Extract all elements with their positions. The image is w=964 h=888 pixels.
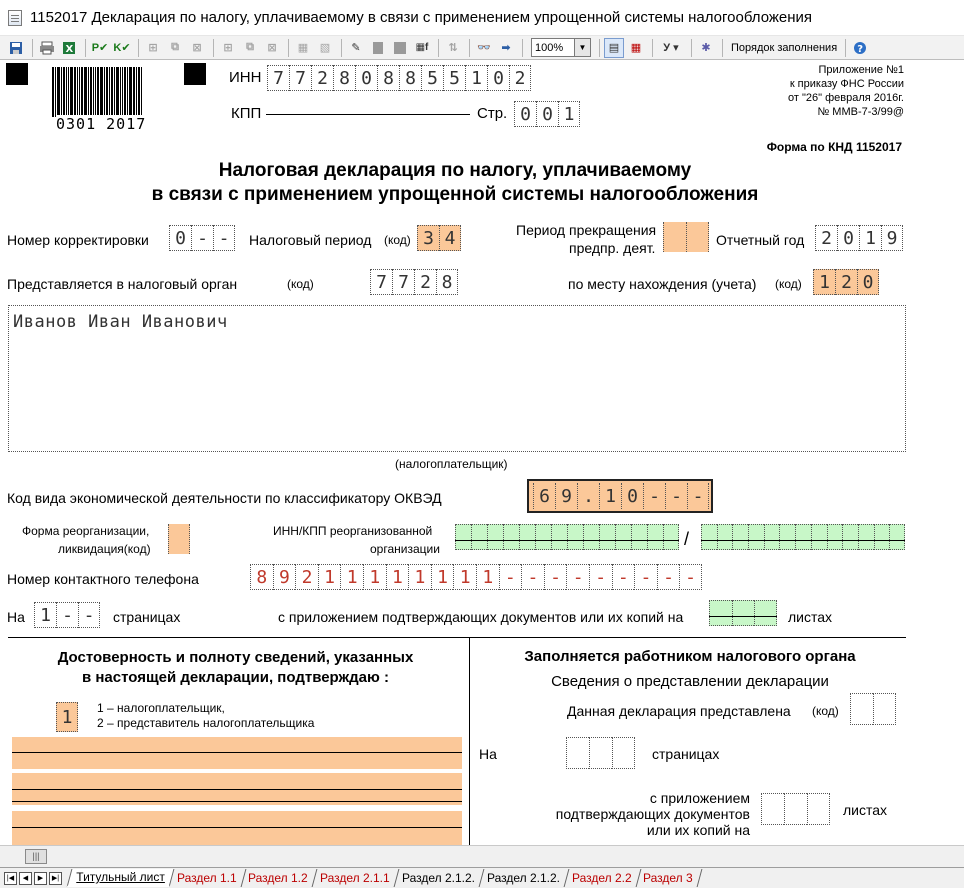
report-year-cells[interactable]	[815, 225, 903, 251]
chevron-down-icon[interactable]: ▼	[574, 39, 590, 56]
help-icon[interactable]	[850, 38, 870, 58]
sheet-tab-label: Раздел 1.2	[248, 871, 308, 885]
arrow-right-icon[interactable]: ➡	[501, 42, 511, 54]
digit-cell[interactable]: 1	[318, 564, 341, 590]
digit-cell[interactable]: -	[612, 564, 635, 590]
digit-cell[interactable]: 0	[514, 101, 536, 127]
digit-cell[interactable]: 2	[295, 564, 318, 590]
barcode	[52, 67, 143, 117]
empty-cell[interactable]	[754, 600, 777, 626]
tax-authority-label: Представляется в налоговый орган	[7, 276, 238, 292]
digit-cell[interactable]: 2	[509, 65, 531, 91]
window-title: 1152017 Декларация по налогу, уплачиваемому в связи с применением упрощенной системы налогообложения	[30, 9, 813, 26]
sheet-tab-label: Раздел 3	[643, 871, 694, 885]
add-sheet-icon[interactable]: ▦	[297, 42, 309, 54]
sheet-tab-label: Раздел 2.2	[571, 871, 632, 885]
sort-icon[interactable]: ⇅	[448, 42, 458, 54]
tax-period-cells[interactable]	[417, 225, 461, 251]
page-label: Стр.	[477, 105, 508, 122]
digit-cell[interactable]: 7	[370, 269, 392, 295]
termination-label-2: предпр. деят.	[569, 240, 656, 256]
excel-icon[interactable]	[59, 38, 79, 58]
empty-cell[interactable]	[701, 524, 717, 550]
submission-subheading: Сведения о представлении декларации	[551, 673, 829, 690]
gray-box2-icon[interactable]	[390, 38, 410, 58]
digit-cell[interactable]: 1	[465, 65, 487, 91]
phone-cells[interactable]	[250, 564, 702, 590]
signer-type-digit[interactable]: 1	[56, 702, 78, 732]
phone-label: Номер контактного телефона	[7, 571, 199, 587]
svg-text:?: ?	[857, 43, 864, 55]
sheet-tab[interactable]	[393, 869, 484, 887]
submitted-label: Данная декларация представлена	[567, 703, 791, 719]
sheet-tab[interactable]	[312, 869, 400, 887]
taxpayer-name: Иванов Иван Иванович	[13, 312, 228, 332]
digit-cell[interactable]: 1	[859, 225, 881, 251]
kpp-label: КПП	[231, 105, 262, 122]
reorg-label-2: ликвидация(код)	[58, 542, 151, 556]
corner-marker	[184, 63, 206, 85]
format-icon[interactable]: ▦f	[415, 42, 429, 53]
window-title-bar	[0, 0, 964, 36]
digit-cell[interactable]: 7	[289, 65, 311, 91]
digit-cell[interactable]: 5	[443, 65, 465, 91]
sheet-tab[interactable]	[563, 869, 641, 887]
okved-label: Код вида экономической деятельности по классификатору ОКВЭД	[7, 490, 442, 506]
signer-name-field-3[interactable]	[12, 811, 462, 845]
remove-sheet-icon[interactable]: ▧	[319, 42, 331, 54]
digit-cell[interactable]: 1	[386, 564, 409, 590]
kpp-field[interactable]	[266, 114, 470, 115]
sheets-label: листах	[788, 609, 833, 625]
correction-label: Номер корректировки	[7, 232, 149, 248]
empty-cell[interactable]	[874, 524, 890, 550]
digit-cell[interactable]: 1	[476, 564, 499, 590]
sheet-tab-label: Раздел 2.1.1	[320, 871, 390, 885]
empty-cell[interactable]	[589, 737, 612, 769]
digit-cell[interactable]: 1	[453, 564, 476, 590]
termination-label: Период прекращения	[516, 222, 657, 238]
reorg-inn-label-2: организации	[370, 542, 440, 556]
digit-cell[interactable]: 0	[837, 225, 859, 251]
tax-period-code-label: (код)	[384, 233, 411, 247]
digit-cell[interactable]: 2	[414, 269, 436, 295]
digit-cell[interactable]: 7	[267, 65, 289, 91]
sheet-tab[interactable]	[168, 869, 246, 887]
digit-cell[interactable]: 0	[621, 483, 643, 509]
sheet-tab[interactable]	[635, 869, 702, 887]
tax-officer-heading: Заполняется работником налогового органа	[524, 648, 856, 665]
empty-cell[interactable]	[566, 737, 589, 769]
toolbar	[0, 36, 964, 60]
reorg-inn-cells[interactable]	[455, 524, 679, 550]
correction-cells[interactable]	[169, 225, 235, 251]
page-title: Налоговая декларация по налогу, уплачиваемому в связи с применением упрощенной системы налогообложения	[151, 160, 759, 205]
page-icon[interactable]: ▤	[604, 38, 624, 58]
digit-cell[interactable]: 1	[363, 564, 386, 590]
empty-cell[interactable]	[873, 693, 896, 725]
u-dropdown[interactable]: У ▾	[663, 41, 679, 54]
empty-cell[interactable]	[487, 524, 503, 550]
digit-cell[interactable]: 8	[377, 65, 399, 91]
signer-type-cells[interactable]	[56, 702, 78, 732]
empty-cell[interactable]	[663, 524, 679, 550]
digit-cell[interactable]: 1	[408, 564, 431, 590]
gray-box-icon[interactable]	[368, 38, 388, 58]
sheet-tab-label: Титульный лист	[76, 870, 165, 884]
save-icon[interactable]	[6, 38, 26, 58]
empty-cell[interactable]	[811, 524, 827, 550]
empty-cell[interactable]	[612, 737, 635, 769]
digit-cell[interactable]: 8	[333, 65, 355, 91]
zoom-select[interactable]	[531, 38, 591, 57]
taxpayer-name-field[interactable]	[8, 305, 906, 452]
delete-row-icon[interactable]: ⊠	[192, 42, 202, 54]
submitted-code-label: (код)	[812, 704, 839, 718]
digit-cell[interactable]: 2	[815, 225, 837, 251]
empty-cell[interactable]	[567, 524, 583, 550]
signer-options: 1 – налогоплательщик, 2 – представитель налогоплательщика	[97, 701, 315, 730]
digit-cell[interactable]: 2	[311, 65, 333, 91]
empty-cell[interactable]	[858, 524, 874, 550]
submission-code-cells	[850, 693, 896, 725]
empty-cell[interactable]	[551, 524, 567, 550]
inn-cells[interactable]	[267, 65, 531, 91]
sheet-tab[interactable]	[240, 869, 318, 887]
inn-label: ИНН	[229, 69, 262, 86]
form-code: Форма по КНД 1152017	[766, 140, 902, 154]
attachments-label: с приложением подтверждающих документов или их копий на	[278, 609, 684, 625]
tax-authority-code-label: (код)	[287, 277, 314, 291]
scrollbar-thumb[interactable]: |||	[25, 849, 47, 864]
empty-cell[interactable]	[686, 222, 709, 252]
empty-cell[interactable]	[764, 524, 780, 550]
empty-cell[interactable]	[615, 524, 631, 550]
next-sheet-icon[interactable]: ▶	[34, 872, 47, 885]
ro-sheets-label: листах	[843, 802, 888, 818]
digit-cell[interactable]: 8	[250, 564, 273, 590]
okved-field[interactable]	[527, 479, 713, 513]
empty-cell[interactable]	[535, 524, 551, 550]
delete-col-icon[interactable]: ⊠	[267, 42, 277, 54]
digit-cell[interactable]: 0	[487, 65, 509, 91]
ro-attach-label: с приложением подтверждающих документов или их копий на	[555, 790, 750, 838]
empty-cell[interactable]	[732, 600, 755, 626]
digit-cell[interactable]: -	[544, 564, 567, 590]
taxpayer-caption: (налогоплательщик)	[395, 457, 508, 471]
copy-row-icon[interactable]: ⧉	[171, 41, 179, 53]
reorg-inn-label: ИНН/КПП реорганизованной	[273, 524, 433, 538]
empty-cell[interactable]	[455, 524, 471, 550]
reorg-form-cells[interactable]	[168, 524, 190, 554]
empty-cell[interactable]	[795, 524, 811, 550]
document-icon	[8, 10, 22, 26]
empty-cell[interactable]	[717, 524, 733, 550]
empty-cell[interactable]	[503, 524, 519, 550]
svg-text:X: X	[65, 43, 74, 55]
empty-cell[interactable]	[842, 524, 858, 550]
digit-cell[interactable]: 1	[431, 564, 454, 590]
prev-sheet-icon[interactable]: ◀	[19, 872, 32, 885]
empty-cell[interactable]	[784, 793, 807, 825]
digit-cell[interactable]: 1	[558, 101, 580, 127]
digit-cell[interactable]: -	[56, 602, 78, 628]
location-label: по месту нахождения (учета)	[568, 276, 757, 292]
ro-pages-prefix: На	[479, 746, 497, 762]
horizontal-scrollbar[interactable]	[0, 845, 964, 867]
digit-cell[interactable]: 0	[169, 225, 191, 251]
edit-icon[interactable]: ✎	[351, 42, 361, 54]
declaration-form	[0, 61, 964, 845]
empty-cell[interactable]	[168, 524, 190, 554]
digit-cell[interactable]: 1	[599, 483, 621, 509]
digit-cell[interactable]: 9	[273, 564, 296, 590]
empty-cell[interactable]	[663, 222, 686, 252]
last-sheet-icon[interactable]: ▶|	[49, 872, 62, 885]
check-icon[interactable]: P✔	[91, 42, 109, 54]
page-number-cells[interactable]	[514, 101, 580, 127]
check-all-icon[interactable]: K✔	[113, 42, 131, 54]
sheet-tab-label: Раздел 2.1.2.	[401, 871, 475, 885]
digit-cell[interactable]: 1	[34, 602, 56, 628]
digit-cell[interactable]: -	[191, 225, 213, 251]
digit-cell[interactable]: 1	[340, 564, 363, 590]
report-year-label: Отчетный год	[716, 232, 805, 248]
empty-cell[interactable]	[631, 524, 647, 550]
empty-cell[interactable]	[889, 524, 905, 550]
pages-suffix: страницах	[113, 609, 181, 625]
digit-cell[interactable]: -	[679, 564, 702, 590]
first-sheet-icon[interactable]: |◀	[4, 872, 17, 885]
pages-cells[interactable]	[34, 602, 100, 628]
find-icon[interactable]: 👓	[477, 42, 491, 54]
appendix-note: Приложение №1 к приказу ФНС России от "26" февраля 2016г. № ММВ-7-3/99@	[788, 64, 904, 118]
sheets-cells[interactable]	[709, 600, 777, 626]
termination-period-cells[interactable]	[663, 222, 709, 252]
digit-cell[interactable]: 0	[355, 65, 377, 91]
digit-cell[interactable]: -	[499, 564, 522, 590]
digit-cell[interactable]: .	[577, 483, 599, 509]
digit-cell[interactable]: 0	[857, 269, 879, 295]
sheet-tab-bar	[0, 867, 964, 888]
empty-cell[interactable]	[519, 524, 535, 550]
digit-cell[interactable]: 2	[835, 269, 857, 295]
ro-pages-cells	[566, 737, 635, 769]
empty-cell[interactable]	[827, 524, 843, 550]
sheet-tab-label: Раздел 1.1	[176, 871, 237, 885]
fill-order-button[interactable]: Порядок заполнения	[731, 41, 838, 54]
empty-cell[interactable]	[709, 600, 732, 626]
digit-cell[interactable]: -	[213, 225, 235, 251]
sheet-tab[interactable]	[67, 869, 174, 887]
empty-cell[interactable]	[779, 524, 795, 550]
digit-cell[interactable]: -	[566, 564, 589, 590]
empty-cell[interactable]	[761, 793, 784, 825]
digit-cell[interactable]: -	[634, 564, 657, 590]
ro-sheets-cells	[761, 793, 830, 825]
digit-cell[interactable]: 5	[421, 65, 443, 91]
section-divider	[8, 637, 906, 638]
tax-period-label: Налоговый период	[249, 232, 372, 248]
reorg-label: Форма реорганизации,	[22, 524, 150, 538]
copy-col-icon[interactable]: ⧉	[246, 41, 254, 53]
location-code-label: (код)	[775, 277, 802, 291]
digit-cell[interactable]: 4	[439, 225, 461, 251]
empty-cell[interactable]	[583, 524, 599, 550]
digit-cell[interactable]: 3	[417, 225, 439, 251]
print-icon[interactable]	[37, 38, 57, 58]
pages-prefix: На	[7, 609, 25, 625]
digit-cell[interactable]: -	[589, 564, 612, 590]
insert-col-icon[interactable]: ⊞	[223, 42, 233, 54]
empty-cell[interactable]	[471, 524, 487, 550]
digit-cell[interactable]: 9	[881, 225, 903, 251]
digit-cell[interactable]: -	[78, 602, 100, 628]
digit-cell[interactable]: 6	[533, 483, 555, 509]
barcode-number: 0301 2017	[56, 115, 147, 133]
empty-cell[interactable]	[807, 793, 830, 825]
digit-cell[interactable]: 1	[813, 269, 835, 295]
sheet-tab[interactable]	[478, 869, 569, 887]
corner-marker	[6, 63, 28, 85]
empty-cell[interactable]	[647, 524, 663, 550]
empty-cell[interactable]	[732, 524, 748, 550]
confirm-heading: Достоверность и полноту сведений, указанных в настоящей декларации, подтверждаю :	[57, 649, 414, 686]
digit-cell[interactable]: -	[665, 483, 687, 509]
empty-cell[interactable]	[748, 524, 764, 550]
okved-cells[interactable]	[533, 483, 709, 509]
digit-cell[interactable]: -	[643, 483, 665, 509]
digit-cell[interactable]: 9	[555, 483, 577, 509]
tax-authority-cells[interactable]	[370, 269, 458, 295]
digit-cell[interactable]: 7	[392, 269, 414, 295]
digit-cell[interactable]: -	[657, 564, 680, 590]
location-code-cells[interactable]	[813, 269, 879, 295]
insert-row-icon[interactable]: ⊞	[148, 42, 158, 54]
signer-name-field[interactable]	[12, 737, 462, 769]
digit-cell[interactable]: 0	[536, 101, 558, 127]
inn-kpp-slash: /	[684, 529, 690, 549]
sheet-tab-label: Раздел 2.1.2.	[486, 871, 560, 885]
digit-cell[interactable]: 8	[399, 65, 421, 91]
tools-icon[interactable]: ✱	[701, 42, 711, 54]
digit-cell[interactable]: -	[521, 564, 544, 590]
empty-cell[interactable]	[850, 693, 873, 725]
digit-cell[interactable]: 8	[436, 269, 458, 295]
digit-cell[interactable]: -	[687, 483, 709, 509]
empty-cell[interactable]	[599, 524, 615, 550]
zoom-value: 100%	[535, 41, 564, 54]
grid-icon[interactable]: ▦	[630, 42, 642, 54]
ro-pages-suffix: страницах	[652, 746, 720, 762]
reorg-kpp-cells[interactable]	[701, 524, 905, 550]
